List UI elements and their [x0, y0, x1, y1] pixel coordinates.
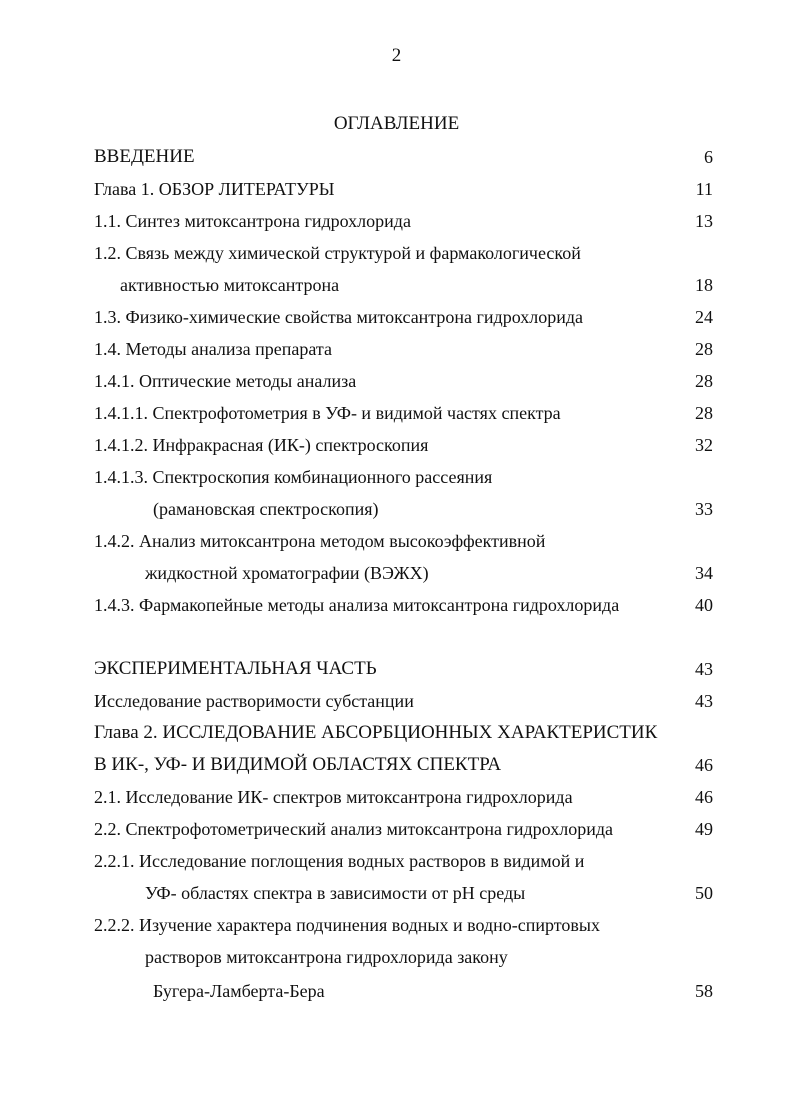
toc-entry-text: Глава 1. ОБЗОР ЛИТЕРАТУРЫ: [94, 179, 335, 199]
toc-entry-page: 43: [695, 659, 713, 679]
toc-entry-text: 1.1. Синтез митоксантрона гидрохлорида: [94, 211, 411, 231]
toc-entry: [0, 942, 793, 972]
toc-entry-page: 46: [695, 755, 713, 775]
toc-entry-text: 1.4.1.3. Спектроскопия комбинационного рассеяния: [94, 467, 493, 487]
toc-entry: [0, 174, 793, 204]
toc-entry-text: 1.3. Физико-химические свойства митоксантрона гидрохлорида: [94, 307, 584, 327]
toc-entry-page: 18: [695, 275, 713, 295]
toc-entry-page: 43: [695, 691, 713, 711]
toc-entry-text: 1.4.1.1. Спектрофотометрия в УФ- и видимой частях спектра: [94, 403, 561, 423]
toc-entry-page: 28: [695, 403, 713, 423]
toc-entry-page: 6: [704, 147, 713, 167]
toc-entry-page: 58: [695, 981, 713, 1001]
toc-entry-text: УФ- областях спектра в зависимости от pH среды: [145, 883, 526, 903]
toc-entry: [0, 878, 793, 908]
toc-entry-text: ВВЕДЕНИЕ: [94, 146, 195, 167]
toc-entry: [0, 462, 793, 492]
toc-entry-page: 32: [695, 435, 713, 455]
toc-entry-text: 1.4.1. Оптические методы анализа: [94, 371, 357, 391]
toc-entry: [0, 782, 793, 812]
toc-entry-text: активностью митоксантрона: [120, 275, 340, 295]
toc-entry: [0, 910, 793, 940]
toc-entry: [0, 526, 793, 556]
toc-entry: [0, 718, 793, 748]
toc-entry: [0, 334, 793, 364]
toc-entry-page: 28: [695, 371, 713, 391]
toc-entry: [0, 430, 793, 460]
toc-entry: [0, 142, 793, 172]
toc-entry-text: 2.2.1. Исследование поглощения водных растворов в видимой и: [94, 851, 585, 871]
toc-entry: [0, 494, 793, 524]
toc-entry-text: Глава 2. ИССЛЕДОВАНИЕ АБСОРБЦИОННЫХ ХАРАКТЕРИСТИК: [94, 722, 658, 743]
toc-entry: [0, 750, 793, 780]
toc-entry-text: 1.4. Методы анализа препарата: [94, 339, 332, 359]
toc-entry: [0, 366, 793, 396]
toc-entry: [0, 686, 793, 716]
toc-entry-page: 13: [695, 211, 713, 231]
toc-entry-text: 1.4.3. Фармакопейные методы анализа митоксантрона гидрохлорида: [94, 595, 620, 615]
toc-entry: [0, 238, 793, 268]
toc-entry-text: жидкостной хроматографии (ВЭЖХ): [145, 563, 429, 583]
toc-entry: [0, 302, 793, 332]
toc-entry: [0, 590, 793, 620]
toc-entry-page: 40: [695, 595, 713, 615]
toc-entry: [0, 270, 793, 300]
toc-entry-text: 1.4.1.2. Инфракрасная (ИК-) спектроскопия: [94, 435, 429, 455]
toc-entry: [0, 398, 793, 428]
toc-entry-page: 24: [695, 307, 713, 327]
toc-entry-page: 49: [695, 819, 713, 839]
toc-entry: [0, 976, 793, 1006]
toc-entry-text: Бугера-Ламберта-Бера: [153, 981, 325, 1001]
toc-entry: [0, 206, 793, 236]
page-number: 2: [391, 45, 402, 66]
toc-entry: [0, 846, 793, 876]
toc-entry-page: 28: [695, 339, 713, 359]
toc-entry-text: 2.2. Спектрофотометрический анализ митоксантрона гидрохлорида: [94, 819, 613, 839]
toc-entry-page: 33: [695, 499, 713, 519]
toc-entry-text: 2.1. Исследование ИК- спектров митоксантрона гидрохлорида: [94, 787, 573, 807]
toc-entry-page: 46: [695, 787, 713, 807]
toc-entry-text: В ИК-, УФ- И ВИДИМОЙ ОБЛАСТЯХ СПЕКТРА: [94, 754, 502, 775]
toc-title: ОГЛАВЛЕНИЕ: [333, 113, 460, 134]
toc-entry: [0, 654, 793, 684]
toc-entry-text: 1.4.2. Анализ митоксантрона методом высокоэффективной: [94, 531, 546, 551]
toc-entry-text: ЭКСПЕРИМЕНТАЛЬНАЯ ЧАСТЬ: [94, 658, 377, 679]
toc-entry-page: 34: [695, 563, 713, 583]
toc-entry-page: 11: [695, 179, 713, 199]
toc-entry-text: 2.2.2. Изучение характера подчинения водных и водно-спиртовых: [94, 915, 601, 935]
toc-entry-page: 50: [695, 883, 713, 903]
toc-entry-text: 1.2. Связь между химической структурой и фармакологической: [94, 243, 581, 263]
toc-entry: [0, 814, 793, 844]
toc-entry: [0, 558, 793, 588]
toc-entry-text: растворов митоксантрона гидрохлорида закону: [145, 947, 508, 967]
toc-entry-text: (рамановская спектроскопия): [153, 499, 379, 519]
toc-entry-text: Исследование растворимости субстанции: [94, 691, 414, 711]
